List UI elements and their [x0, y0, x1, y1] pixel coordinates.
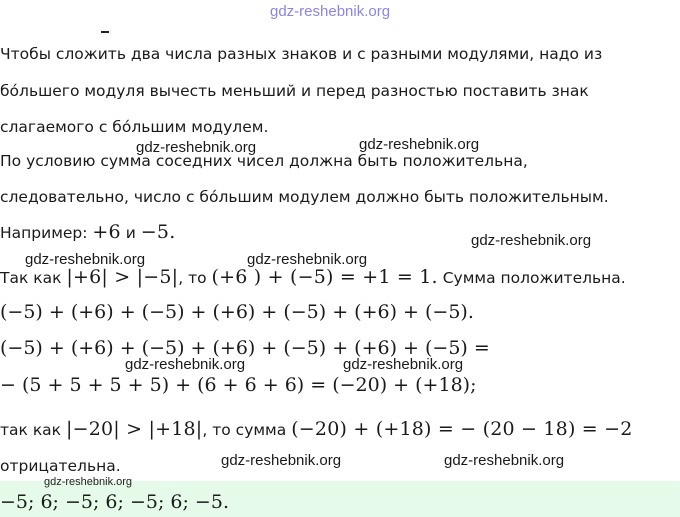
watermark-top: gdz-reshebnik.org	[270, 3, 391, 20]
since-line	[0, 267, 626, 288]
since-text-c: Сумма положительна.	[437, 269, 626, 287]
example-and: и	[120, 224, 141, 242]
paragraph-line-5: следовательно, число с бóльшим модулем должно быть положительным.	[0, 188, 609, 206]
watermark: gdz-reshebnik.org	[125, 356, 246, 373]
paragraph-line-2: бóльшего модуля вычесть меньший и перед разностью поставить знак	[0, 82, 589, 100]
compare-math-a: |−20| > |+18|	[65, 418, 203, 440]
example-line	[0, 222, 175, 243]
compare-math-b: (−20) + (+18) = − (20 − 18) = −2	[291, 418, 633, 440]
watermark: gdz-reshebnik.org	[343, 356, 464, 373]
watermark: gdz-reshebnik.org	[471, 232, 592, 249]
compare-text-b: , то сумма	[202, 421, 292, 439]
example-math-b: −5.	[140, 221, 176, 243]
paragraph-line-1: Чтобы сложить два числа разных знаков и с разными модулями, надо из	[0, 45, 603, 63]
watermark: gdz-reshebnik.org	[444, 452, 565, 469]
since-text-b: , то	[178, 269, 212, 287]
paragraph-line-4: По условию сумма соседних чисел должна быть положительна,	[0, 152, 528, 170]
watermark: gdz-reshebnik.org	[247, 251, 368, 268]
compare-text-a: так как	[0, 421, 66, 439]
watermark: gdz-reshebnik.org	[221, 452, 342, 469]
watermark: gdz-reshebnik.org	[136, 139, 257, 156]
example-math-a: +6	[92, 221, 121, 243]
math-line-3: − (5 + 5 + 5 + 5) + (6 + 6 + 6) = (−20) + (+18);	[0, 374, 477, 396]
paragraph-line-3: слагаемого с бóльшим модулем.	[0, 118, 269, 136]
watermark: gdz-reshebnik.org	[25, 251, 146, 268]
dash-mark	[101, 31, 109, 33]
math-line-2: (−5) + (+6) + (−5) + (+6) + (−5) + (+6) + (−5) =	[0, 337, 490, 359]
compare-line	[0, 419, 633, 440]
paragraph-line-negative: отрицательна.	[0, 457, 121, 475]
since-math-a: |+6| > |−5|	[66, 266, 179, 288]
since-math-b: (+6 ) + (−5) = +1 = 1.	[211, 266, 438, 288]
math-line-1: (−5) + (+6) + (−5) + (+6) + (−5) + (+6) + (−5).	[0, 301, 474, 323]
watermark: gdz-reshebnik.org	[359, 136, 480, 153]
watermark: gdz-reshebnik.org	[44, 476, 133, 488]
since-text-a: Так как	[0, 269, 67, 287]
example-label: Например:	[0, 224, 93, 242]
answer-text: −5; 6; −5; 6; −5; 6; −5.	[0, 491, 229, 513]
